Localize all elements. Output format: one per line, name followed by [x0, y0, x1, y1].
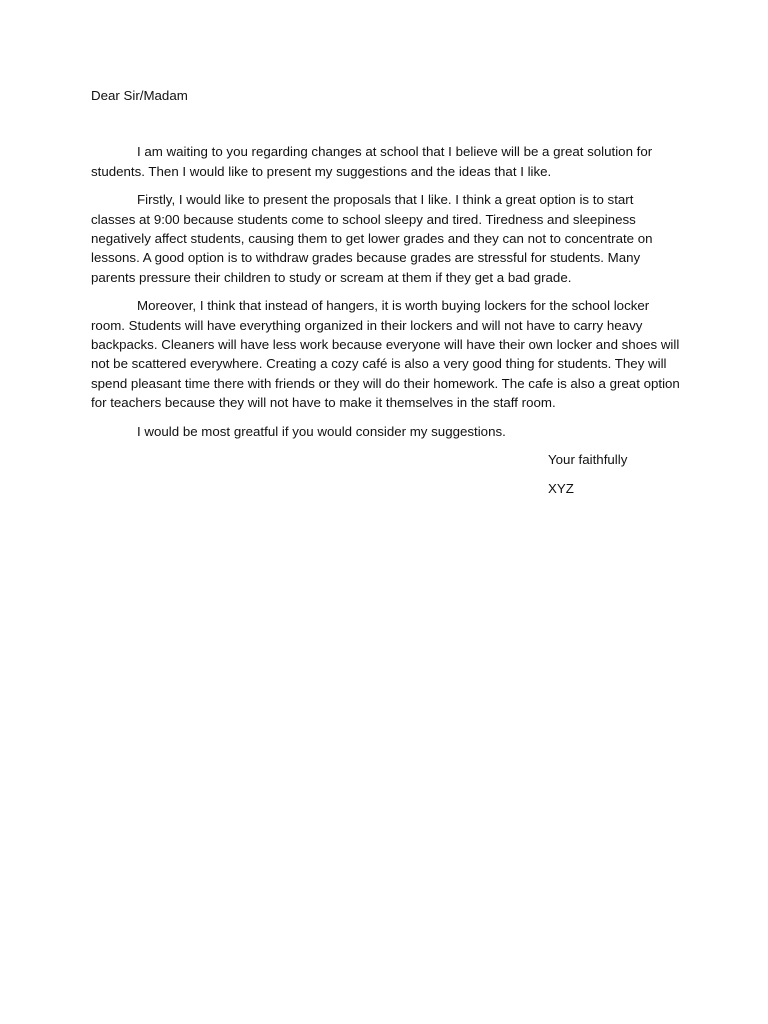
letter-paragraph-3: Moreover, I think that instead of hangers, it is worth buying lockers for the school locker room. Students will have everything organized in their lockers and will not have to carry heavy backpacks. Cleaners will have less work because everyone will have their own locker and shoes will not be scattered everywhere. Creating a cozy café is also a very good thing for students. They will spend pleasant time there with friends or they will do their homework. The cafe is also a great option for teachers because they will not have to make it themselves in the staff room.	[91, 298, 680, 410]
letter-body	[91, 86, 681, 508]
letter-paragraph-1: I am waiting to you regarding changes at school that I believe will be a great solution for students. Then I would like to present my suggestions and the ideas that I like.	[91, 144, 653, 179]
letter-signature: XYZ	[548, 481, 574, 497]
letter-paragraph-2: Firstly, I would like to present the proposals that I like. I think a great option is to start classes at 9:00 because students come to school sleepy and tired. Tiredness and sleepiness negatively affect students, causing them to get lower grades and they can not to concentrate on lessons. A good option is to withdraw grades because grades are stressful for students. Many parents pressure their children to study or scream at them if they get a bad grade.	[91, 192, 653, 285]
letter-paragraph-4: I would be most greatful if you would consider my suggestions.	[137, 423, 506, 439]
letter-closing: Your faithfully	[548, 452, 628, 468]
letter-salutation: Dear Sir/Madam	[91, 88, 188, 103]
